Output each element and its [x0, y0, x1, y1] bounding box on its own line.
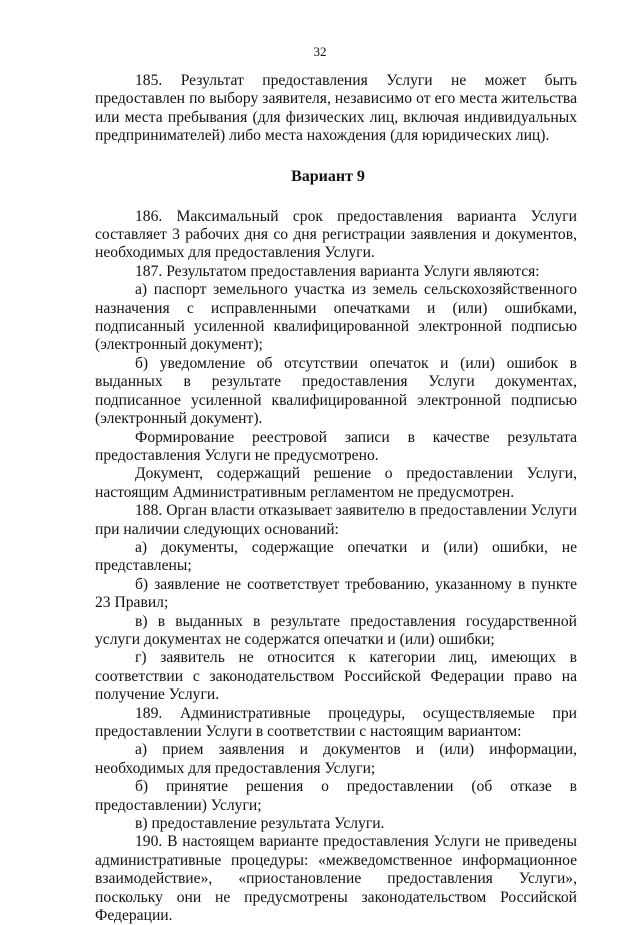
paragraph-185: 185. Результат предоставления Услуги не может быть предоставлен по выбору заявителя, независимо от его места жительства или места пребывания (для физических лиц, включая индивидуальных предпринимателей) либо места нахождения (для юридических лиц). — [95, 72, 577, 145]
list-item-189a: а) прием заявления и документов и (или) информации, необходимых для предоставления Услуги; — [95, 741, 577, 777]
list-item-189b: б) принятие решения о предоставлении (об отказе в предоставлении) Услуги; — [95, 778, 577, 814]
paragraph-188: 188. Орган власти отказывает заявителю в предоставлении Услуги при наличии следующих оснований: — [95, 502, 577, 538]
section-heading: Вариант 9 — [291, 167, 365, 185]
paragraph-187: 187. Результатом предоставления варианта Услуги являются: — [135, 262, 540, 280]
paragraph-186: 186. Максимальный срок предоставления варианта Услуги составляет 3 рабочих дня со дня регистрации заявления и документов, необходимых для предоставления Услуги. — [95, 207, 577, 262]
paragraph-189: 189. Административные процедуры, осуществляемые при предоставлении Услуги в соответствии с настоящим вариантом: — [95, 704, 577, 740]
list-item-188g: г) заявитель не относится к категории лиц, имеющих в соответствии с законодательством Российской Федерации право на получение Услуги. — [95, 649, 577, 704]
paragraph-registry: Формирование реестровой записи в качестве результата предоставления Услуги не предусмотрено. — [95, 428, 577, 464]
list-item-187a: а) паспорт земельного участка из земель сельскохозяйственного назначения с исправленными опечатками и (или) ошибками, подписанный усиленной квалифицированной электронной подписью (электронный документ); — [95, 281, 577, 354]
list-item-188b: б) заявление не соответствует требованию, указанному в пункте 23 Правил; — [95, 575, 577, 612]
list-item-187b: б) уведомление об отсутствии опечаток и (или) ошибок в выданных в результате предоставления Услуги документах, подписанное усиленной квалифицированной электронной подписью (электронный документ). — [95, 354, 577, 428]
list-item-189v: в) предоставление результата Услуги. — [135, 815, 385, 833]
paragraph-document: Документ, содержащий решение о предоставлении Услуги, настоящим Административным регламентом не предусмотрен. — [95, 465, 577, 501]
page-number: 32 — [313, 44, 327, 59]
list-item-188a: а) документы, содержащие опечатки и (или) ошибки, не представлены; — [95, 538, 577, 575]
paragraph-190: 190. В настоящем варианте предоставления Услуги не приведены административные процедуры: «межведомственное информационное взаимодействие», «приостановление предоставления Услуги», поскольку они не предусмотрены законодательством Российской Федерации. — [95, 833, 577, 925]
list-item-188v: в) в выданных в результате предоставления государственной услуги документах не содержатся опечатки и (или) ошибки; — [95, 612, 577, 648]
